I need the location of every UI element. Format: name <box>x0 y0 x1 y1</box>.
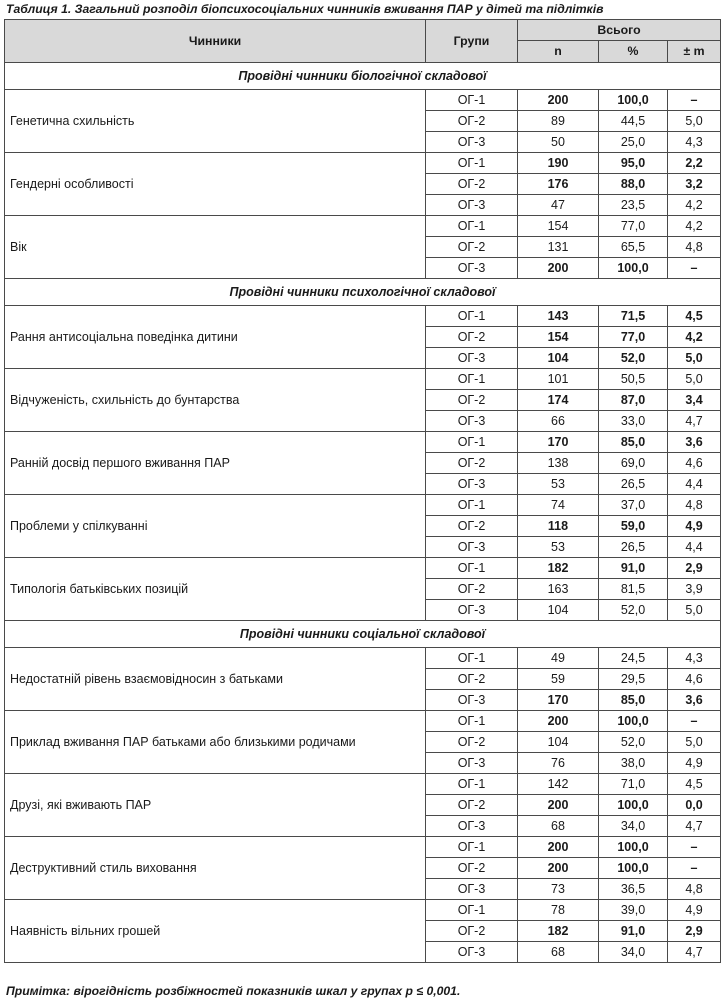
n-cell: 104 <box>518 732 599 753</box>
table-row <box>5 558 721 579</box>
n-cell: 47 <box>518 195 599 216</box>
error-cell: 4,8 <box>668 879 721 900</box>
factors-table <box>4 19 721 963</box>
table-row <box>5 432 721 453</box>
percent-cell: 36,5 <box>599 879 668 900</box>
group-cell: ОГ-3 <box>426 411 518 432</box>
percent-cell: 34,0 <box>599 816 668 837</box>
section-title: Провідні чинники психологічної складової <box>5 279 721 306</box>
error-cell: 4,3 <box>668 132 721 153</box>
header-group: Групи <box>426 20 518 63</box>
n-cell: 104 <box>518 600 599 621</box>
error-cell: – <box>668 258 721 279</box>
header-total: Всього <box>518 20 721 41</box>
n-cell: 66 <box>518 411 599 432</box>
percent-cell: 100,0 <box>599 858 668 879</box>
n-cell: 101 <box>518 369 599 390</box>
n-cell: 74 <box>518 495 599 516</box>
table-row <box>5 495 721 516</box>
group-cell: ОГ-1 <box>426 216 518 237</box>
percent-cell: 23,5 <box>599 195 668 216</box>
error-cell: 5,0 <box>668 348 721 369</box>
group-cell: ОГ-1 <box>426 774 518 795</box>
percent-cell: 52,0 <box>599 600 668 621</box>
table-row <box>5 153 721 174</box>
group-cell: ОГ-2 <box>426 174 518 195</box>
error-cell: 4,4 <box>668 537 721 558</box>
n-cell: 76 <box>518 753 599 774</box>
group-cell: ОГ-3 <box>426 816 518 837</box>
error-cell: 4,3 <box>668 648 721 669</box>
percent-cell: 65,5 <box>599 237 668 258</box>
percent-cell: 100,0 <box>599 837 668 858</box>
table-row <box>5 837 721 858</box>
group-cell: ОГ-3 <box>426 474 518 495</box>
group-cell: ОГ-3 <box>426 879 518 900</box>
factor-name: Вік <box>5 216 426 279</box>
error-cell: 5,0 <box>668 600 721 621</box>
table-body <box>5 63 721 963</box>
n-cell: 78 <box>518 900 599 921</box>
factor-name: Деструктивний стиль виховання <box>5 837 426 900</box>
error-cell: 4,7 <box>668 411 721 432</box>
group-cell: ОГ-2 <box>426 858 518 879</box>
factor-name: Наявність вільних грошей <box>5 900 426 963</box>
table-note: Примітка: вірогідність розбіжностей показників шкал у групах p ≤ 0,001. <box>6 984 461 998</box>
group-cell: ОГ-1 <box>426 432 518 453</box>
percent-cell: 24,5 <box>599 648 668 669</box>
factor-name: Приклад вживання ПАР батьками або близькими родичами <box>5 711 426 774</box>
error-cell: 4,2 <box>668 327 721 348</box>
table-row <box>5 774 721 795</box>
n-cell: 154 <box>518 216 599 237</box>
percent-cell: 91,0 <box>599 921 668 942</box>
n-cell: 104 <box>518 348 599 369</box>
group-cell: ОГ-1 <box>426 711 518 732</box>
percent-cell: 77,0 <box>599 216 668 237</box>
table-caption: Таблиця 1. Загальний розподіл біопсихосоціальних чинників вживання ПАР у дітей та підлітків <box>6 2 604 16</box>
error-cell: – <box>668 858 721 879</box>
percent-cell: 87,0 <box>599 390 668 411</box>
section-title: Провідні чинники соціальної складової <box>5 621 721 648</box>
n-cell: 200 <box>518 90 599 111</box>
percent-cell: 69,0 <box>599 453 668 474</box>
n-cell: 118 <box>518 516 599 537</box>
section-title: Провідні чинники біологічної складової <box>5 63 721 90</box>
percent-cell: 71,0 <box>599 774 668 795</box>
factor-name: Проблеми у спілкуванні <box>5 495 426 558</box>
group-cell: ОГ-1 <box>426 558 518 579</box>
percent-cell: 26,5 <box>599 537 668 558</box>
n-cell: 200 <box>518 711 599 732</box>
percent-cell: 37,0 <box>599 495 668 516</box>
percent-cell: 39,0 <box>599 900 668 921</box>
error-cell: 4,9 <box>668 900 721 921</box>
group-cell: ОГ-3 <box>426 690 518 711</box>
factor-name: Друзі, які вживають ПАР <box>5 774 426 837</box>
factor-name: Типологія батьківських позицій <box>5 558 426 621</box>
group-cell: ОГ-3 <box>426 600 518 621</box>
percent-cell: 33,0 <box>599 411 668 432</box>
group-cell: ОГ-2 <box>426 732 518 753</box>
error-cell: 3,6 <box>668 690 721 711</box>
error-cell: – <box>668 90 721 111</box>
error-cell: 4,5 <box>668 774 721 795</box>
header-sd: ± m <box>668 41 721 63</box>
group-cell: ОГ-3 <box>426 753 518 774</box>
n-cell: 200 <box>518 795 599 816</box>
error-cell: 2,9 <box>668 558 721 579</box>
n-cell: 170 <box>518 690 599 711</box>
error-cell: 4,2 <box>668 216 721 237</box>
group-cell: ОГ-3 <box>426 942 518 963</box>
group-cell: ОГ-3 <box>426 195 518 216</box>
group-cell: ОГ-1 <box>426 90 518 111</box>
n-cell: 59 <box>518 669 599 690</box>
n-cell: 143 <box>518 306 599 327</box>
table-row <box>5 900 721 921</box>
n-cell: 200 <box>518 258 599 279</box>
section-row <box>5 621 721 648</box>
factor-name: Відчуженість, схильність до бунтарства <box>5 369 426 432</box>
error-cell: 4,2 <box>668 195 721 216</box>
table-row <box>5 711 721 732</box>
n-cell: 68 <box>518 816 599 837</box>
n-cell: 53 <box>518 474 599 495</box>
table-row <box>5 369 721 390</box>
n-cell: 170 <box>518 432 599 453</box>
percent-cell: 95,0 <box>599 153 668 174</box>
error-cell: 4,6 <box>668 669 721 690</box>
section-row <box>5 279 721 306</box>
percent-cell: 71,5 <box>599 306 668 327</box>
percent-cell: 100,0 <box>599 711 668 732</box>
percent-cell: 29,5 <box>599 669 668 690</box>
error-cell: – <box>668 837 721 858</box>
factor-name: Рання антисоціальна поведінка дитини <box>5 306 426 369</box>
error-cell: – <box>668 711 721 732</box>
error-cell: 3,9 <box>668 579 721 600</box>
group-cell: ОГ-1 <box>426 495 518 516</box>
percent-cell: 44,5 <box>599 111 668 132</box>
header-pct: % <box>599 41 668 63</box>
error-cell: 2,9 <box>668 921 721 942</box>
n-cell: 49 <box>518 648 599 669</box>
group-cell: ОГ-1 <box>426 153 518 174</box>
error-cell: 3,6 <box>668 432 721 453</box>
n-cell: 190 <box>518 153 599 174</box>
n-cell: 73 <box>518 879 599 900</box>
group-cell: ОГ-2 <box>426 669 518 690</box>
error-cell: 5,0 <box>668 111 721 132</box>
table-row <box>5 90 721 111</box>
percent-cell: 91,0 <box>599 558 668 579</box>
n-cell: 50 <box>518 132 599 153</box>
group-cell: ОГ-3 <box>426 132 518 153</box>
group-cell: ОГ-2 <box>426 795 518 816</box>
percent-cell: 26,5 <box>599 474 668 495</box>
percent-cell: 77,0 <box>599 327 668 348</box>
section-row <box>5 63 721 90</box>
percent-cell: 85,0 <box>599 432 668 453</box>
header-n: n <box>518 41 599 63</box>
group-cell: ОГ-1 <box>426 900 518 921</box>
percent-cell: 50,5 <box>599 369 668 390</box>
percent-cell: 52,0 <box>599 732 668 753</box>
error-cell: 3,2 <box>668 174 721 195</box>
error-cell: 5,0 <box>668 369 721 390</box>
group-cell: ОГ-2 <box>426 237 518 258</box>
n-cell: 68 <box>518 942 599 963</box>
percent-cell: 52,0 <box>599 348 668 369</box>
factor-name: Недостатній рівень взаємовідносин з батьками <box>5 648 426 711</box>
percent-cell: 59,0 <box>599 516 668 537</box>
group-cell: ОГ-1 <box>426 837 518 858</box>
n-cell: 142 <box>518 774 599 795</box>
n-cell: 138 <box>518 453 599 474</box>
error-cell: 2,2 <box>668 153 721 174</box>
percent-cell: 85,0 <box>599 690 668 711</box>
n-cell: 200 <box>518 858 599 879</box>
group-cell: ОГ-2 <box>426 327 518 348</box>
error-cell: 0,0 <box>668 795 721 816</box>
percent-cell: 88,0 <box>599 174 668 195</box>
group-cell: ОГ-2 <box>426 453 518 474</box>
table-row <box>5 648 721 669</box>
error-cell: 4,7 <box>668 942 721 963</box>
group-cell: ОГ-2 <box>426 390 518 411</box>
error-cell: 4,4 <box>668 474 721 495</box>
error-cell: 4,5 <box>668 306 721 327</box>
error-cell: 4,9 <box>668 516 721 537</box>
n-cell: 182 <box>518 558 599 579</box>
group-cell: ОГ-3 <box>426 348 518 369</box>
percent-cell: 100,0 <box>599 795 668 816</box>
error-cell: 4,8 <box>668 237 721 258</box>
n-cell: 131 <box>518 237 599 258</box>
error-cell: 5,0 <box>668 732 721 753</box>
n-cell: 53 <box>518 537 599 558</box>
percent-cell: 34,0 <box>599 942 668 963</box>
percent-cell: 38,0 <box>599 753 668 774</box>
group-cell: ОГ-1 <box>426 369 518 390</box>
group-cell: ОГ-3 <box>426 258 518 279</box>
group-cell: ОГ-1 <box>426 648 518 669</box>
group-cell: ОГ-2 <box>426 111 518 132</box>
percent-cell: 25,0 <box>599 132 668 153</box>
group-cell: ОГ-1 <box>426 306 518 327</box>
percent-cell: 81,5 <box>599 579 668 600</box>
factor-name: Ранній досвід першого вживання ПАР <box>5 432 426 495</box>
n-cell: 174 <box>518 390 599 411</box>
error-cell: 4,6 <box>668 453 721 474</box>
n-cell: 89 <box>518 111 599 132</box>
n-cell: 182 <box>518 921 599 942</box>
n-cell: 200 <box>518 837 599 858</box>
error-cell: 4,7 <box>668 816 721 837</box>
n-cell: 176 <box>518 174 599 195</box>
error-cell: 4,8 <box>668 495 721 516</box>
percent-cell: 100,0 <box>599 258 668 279</box>
error-cell: 4,9 <box>668 753 721 774</box>
group-cell: ОГ-3 <box>426 537 518 558</box>
factor-name: Генетична схильність <box>5 90 426 153</box>
percent-cell: 100,0 <box>599 90 668 111</box>
header-factor: Чинники <box>5 20 426 63</box>
group-cell: ОГ-2 <box>426 579 518 600</box>
group-cell: ОГ-2 <box>426 516 518 537</box>
group-cell: ОГ-2 <box>426 921 518 942</box>
factor-name: Гендерні особливості <box>5 153 426 216</box>
n-cell: 163 <box>518 579 599 600</box>
table-row <box>5 306 721 327</box>
table-row <box>5 216 721 237</box>
error-cell: 3,4 <box>668 390 721 411</box>
n-cell: 154 <box>518 327 599 348</box>
